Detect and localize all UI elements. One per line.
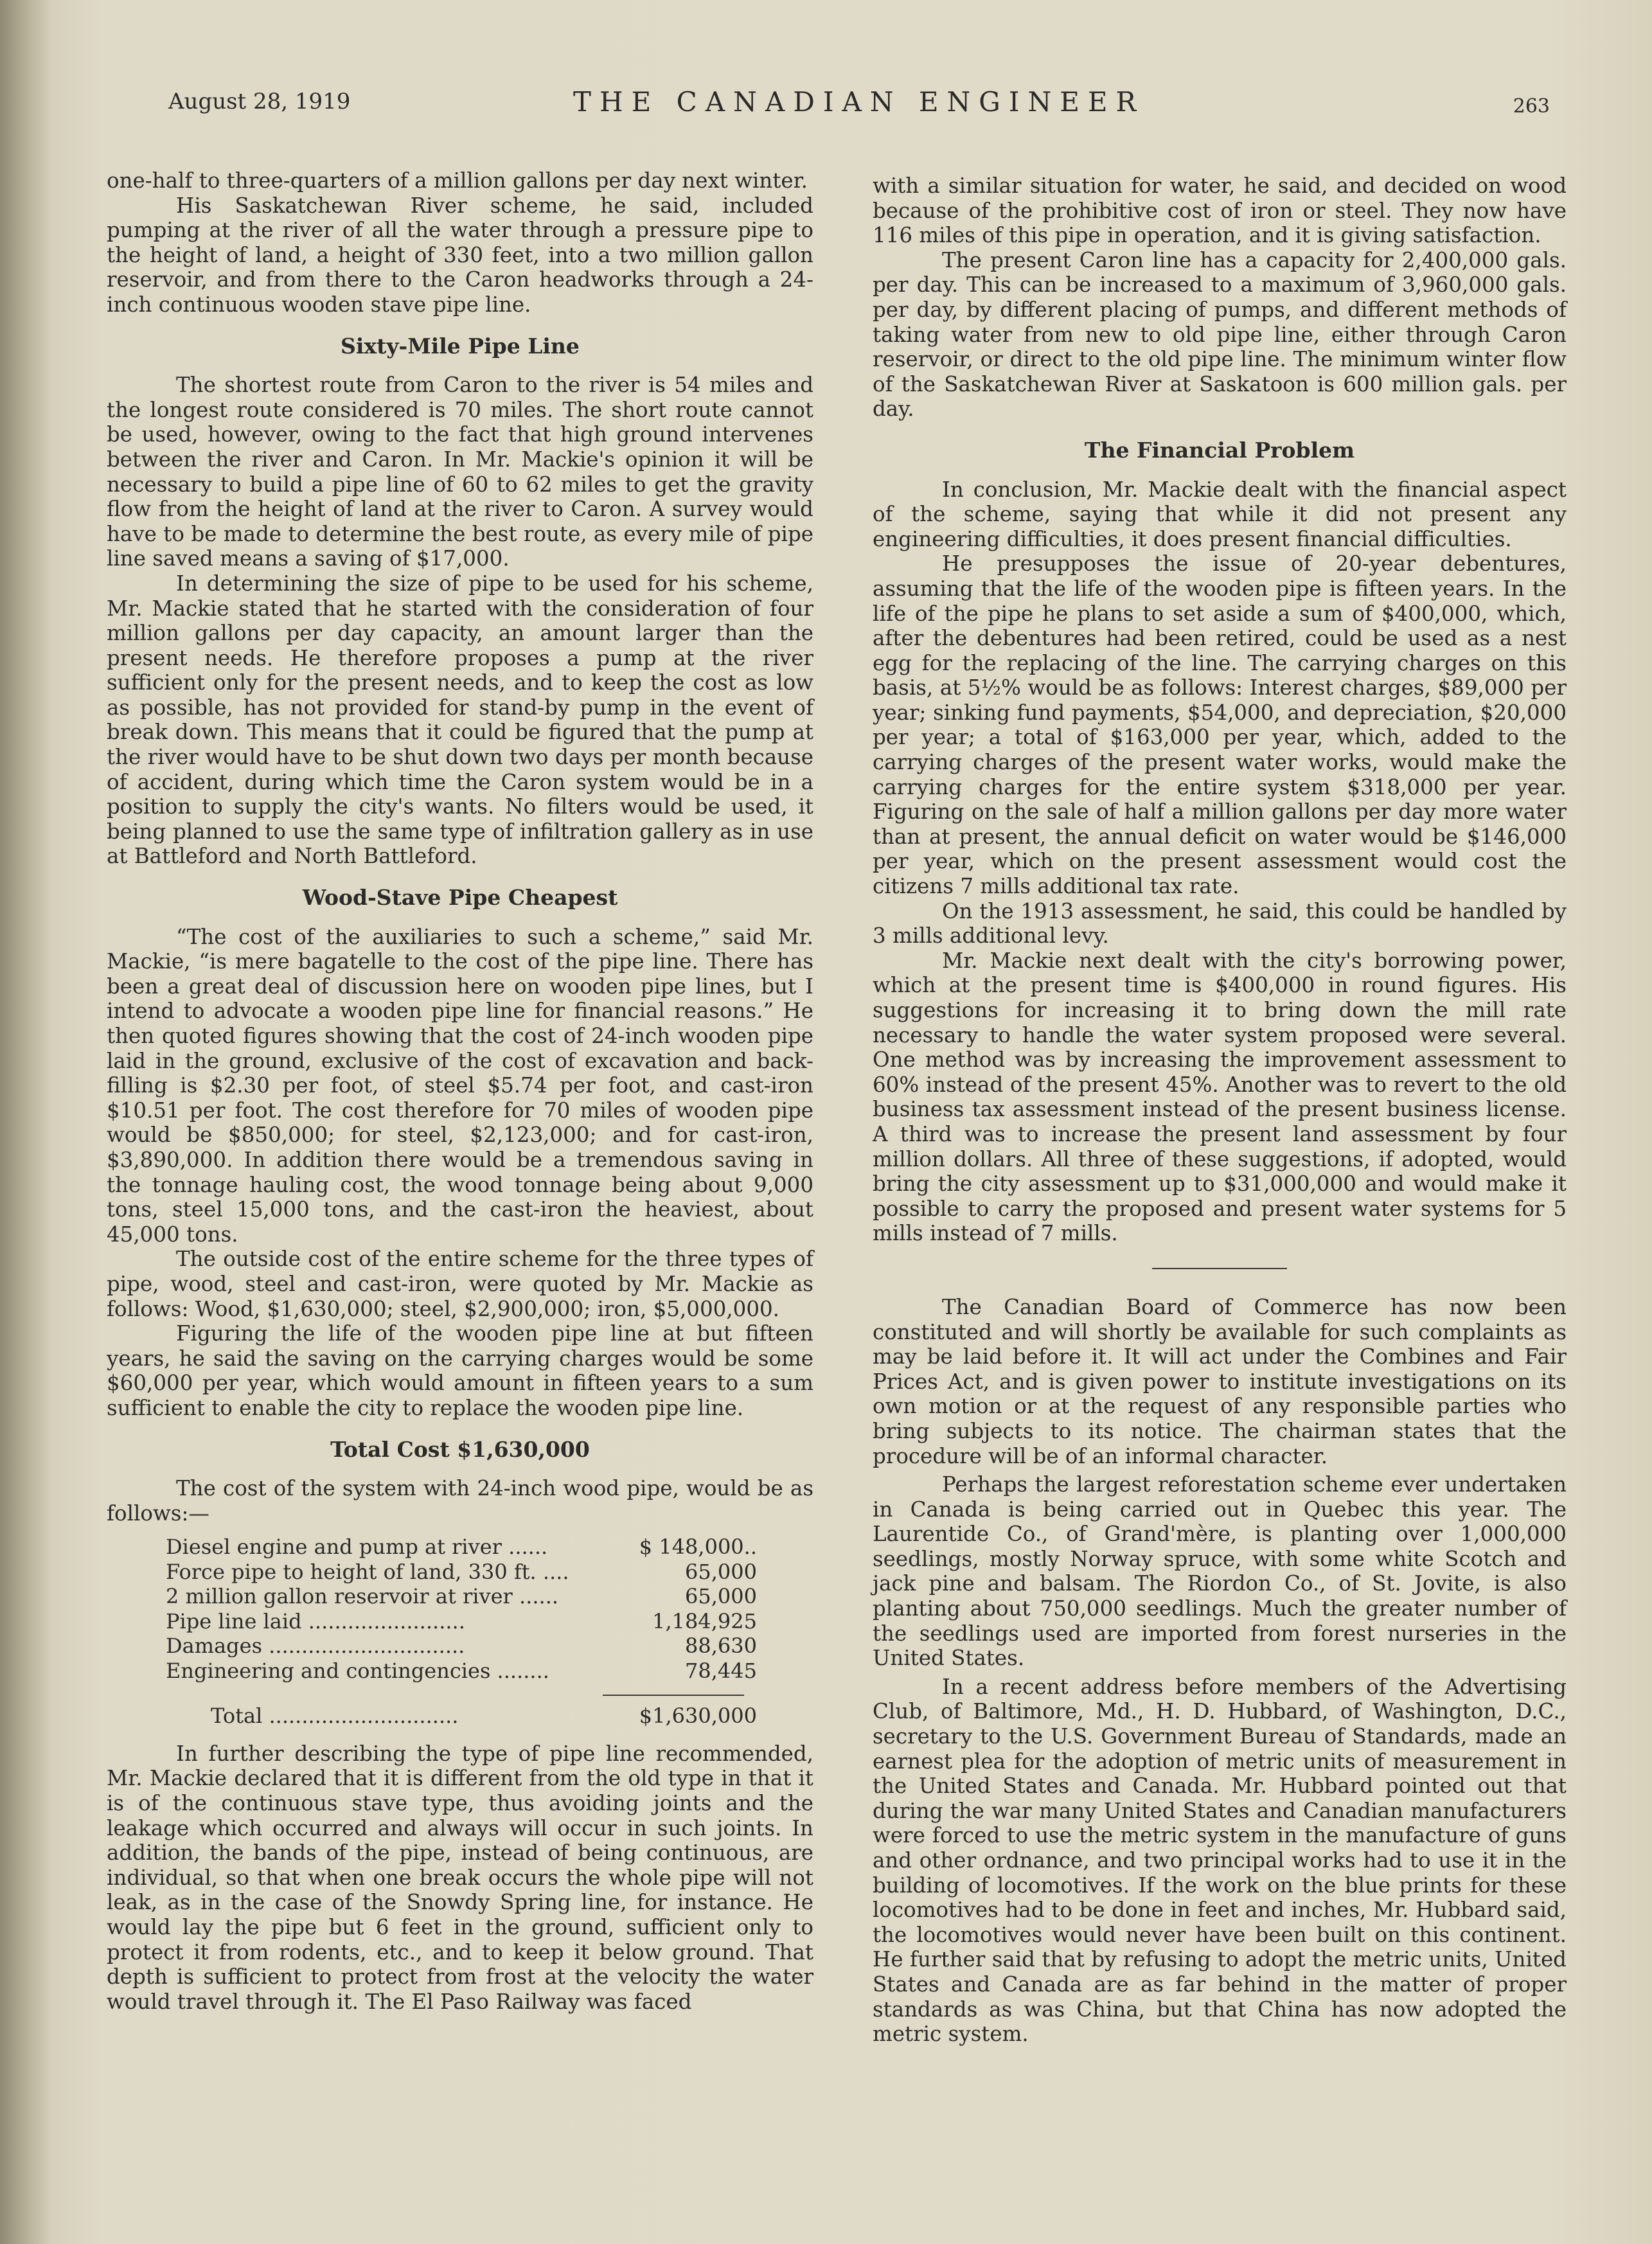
section-divider	[1152, 1268, 1287, 1269]
cost-label: Diesel engine and pump at river ......	[166, 1535, 548, 1560]
cost-amount: $ 148,000..	[639, 1535, 757, 1560]
section-heading: Wood-Stave Pipe Cheapest	[302, 885, 618, 911]
paragraph: with a similar situation for water, he said, and decided on wood because of the prohibitive cost of iron or steel. They now have 116 miles of this pipe in operation, and it is giving satisfaction.	[873, 174, 1567, 248]
cost-row	[166, 1584, 757, 1609]
cost-row	[166, 1659, 757, 1684]
paragraph: The shortest route from Caron to the river is 54 miles and the longest route considered is 70 miles. The short route cannot be used, however, owing to the fact that high ground intervenes between the river and Caron. In Mr. Mackie's opinion it will be necessary to build a pipe line of 60 to 62 miles to get the gravity flow from the height of land at the river to Caron. A survey would have to be made to determine the best route, as every mile of pipe line saved means a saving of $17,000.	[107, 373, 813, 571]
binding-shadow	[0, 0, 51, 2244]
issue-date: August 28, 1919	[168, 89, 351, 114]
cost-label: Damages ..............................	[166, 1634, 465, 1659]
total-label: Total .............................	[211, 1704, 459, 1729]
running-header	[168, 86, 1550, 134]
paragraph: In conclusion, Mr. Mackie dealt with the financial aspect of the scheme, saying that while it did not present any engineering difficulties, it does present financial difficulties.	[873, 477, 1567, 551]
cost-row	[166, 1634, 757, 1659]
section-heading: Sixty-Mile Pipe Line	[341, 333, 580, 359]
cost-label: 2 million gallon reservoir at river ......	[166, 1584, 559, 1609]
cost-label: Engineering and contingencies ........	[166, 1658, 549, 1683]
section-heading: The Financial Problem	[1084, 437, 1355, 463]
paragraph: In a recent address before members of the Advertising Club, of Baltimore, Md., H. D. Hubbard, of Washington, D.C., secretary to the U.S. Government Bureau of Standards, made an earnest plea for the adoption of metric units of measurement in the United States and Canada. Mr. Hubbard pointed out that during the war many United States and Canadian manufacturers were forced to use the metric system in the manufacture of guns and other ordnance, and two principal works had to use it in the building of locomotives. If the work on the blue prints for these locomotives had to be done in feet and inches, Mr. Hubbard said, the locomotives would never have been built on this continent. He further said that by refusing to adopt the metric units, United States and Canada are as far behind in the matter of proper standards as was China, but that China has now adopted the metric system.	[873, 1674, 1567, 2047]
section-heading: Total Cost $1,630,000	[330, 1436, 590, 1462]
paragraph: On the 1913 assessment, he said, this could be handled by 3 mills additional levy.	[873, 898, 1567, 948]
left-column	[107, 168, 813, 2014]
paragraph: Mr. Mackie next dealt with the city's borrowing power, which at the present time is $400,000 in round figures. His suggestions for increasing it to bring down the mill rate necessary to handle the water system proposed were several. One method was by increasing the improvement assessment to 60% instead of the present 45%. Another was to revert to the old business tax assessment instead of the present business license. A third was to increase the present land assessment by four million dollars. All three of these suggestions, if adopted, would bring the city assessment up to $31,000,000 and would make it possible to carry the proposed and present water systems for 5 mills instead of 7 mills.	[873, 948, 1567, 1246]
page-number: 263	[1513, 95, 1550, 118]
cost-row	[166, 1560, 757, 1585]
right-column	[873, 174, 1567, 2047]
paragraph: one-half to three-quarters of a million gallons per day next winter.	[107, 168, 808, 193]
cost-amount: 65,000	[685, 1559, 757, 1584]
cost-amount: 1,184,925	[652, 1608, 757, 1634]
paragraph: The Canadian Board of Commerce has now been constituted and will shortly be available for such complaints as may be laid before it. It will act under the Combines and Fair Prices Act, and is given power to institute investigations on its own motion or at the request of any responsible parties who bring subjects to its notice. The chairman states that the procedure will be of an informal character.	[873, 1294, 1567, 1468]
cost-amount: 88,630	[685, 1634, 757, 1659]
paragraph: In further describing the type of pipe line recommended, Mr. Mackie declared that it is different from the old type in that it is of the continuous stave type, thus avoiding joints and the leakage which occurred and always will occur in such joints. In addition, the bands of the pipe, instead of being continuous, are individual, so that when one break occurs the whole pipe will not leak, as in the case of the Snowdy Spring line, for instance. He would lay the pipe but 6 feet in the ground, sufficient only to protect it from rodents, etc., and to keep it below ground. That depth is sufficient to protect from frost at the velocity the water would travel through it. The El Paso Railway was faced	[107, 1741, 813, 2014]
total-row	[211, 1704, 757, 1729]
cost-row	[166, 1609, 757, 1634]
paragraph: In determining the size of pipe to be used for his scheme, Mr. Mackie stated that he started with the consideration of four million gallons per day capacity, an amount larger than the present needs. He therefore proposes a pump at the river sufficient only for the present needs, and to keep the cost as low as possible, has not provided for stand-by pump in the event of break down. This means that it could be figured that the pump at the river would have to be shut down two days per month because of accident, during which time the Caron system would be in a position to supply the city's wants. No filters would be used, it being planned to use the same type of infiltration gallery as in use at Battleford and North Battleford.	[107, 571, 813, 869]
paragraph: The outside cost of the entire scheme for the three types of pipe, wood, steel and cast-iron, were quoted by Mr. Mackie as follows: Wood, $1,630,000; steel, $2,900,000; iron, $5,000,000.	[107, 1247, 813, 1321]
cost-table	[166, 1535, 757, 1729]
cost-amount: 78,445	[685, 1658, 757, 1683]
paragraph: He presupposes the issue of 20-year debentures, assuming that the life of the wooden pipe is fifteen years. In the life of the pipe he plans to set aside a sum of $400,000, which, after the debentures had been retired, could be used as a nest egg for the replacing of the line. The carrying charges on this basis, at 5½% would be as follows: Interest charges, $89,000 per year; sinking fund payments, $54,000, and depreciation, $20,000 per year; a total of $163,000 per year, which, added to the carrying charges of the present water works, would make the carrying charges for the entire system $318,000 per year. Figuring on the sale of half a million gallons per day more water than at present, the annual deficit on water would be $146,000 per year, which on the present assessment would cost the citizens 7 mills additional tax rate.	[873, 551, 1567, 899]
paragraph: Figuring the life of the wooden pipe line at but fifteen years, he said the saving on the carrying charges would be some $60,000 per year, which would amount in fifteen years to a sum sufficient to enable the city to replace the wooden pipe line.	[107, 1321, 813, 1420]
paragraph: “The cost of the auxiliaries to such a scheme,” said Mr. Mackie, “is mere bagatelle to the cost of the pipe line. There has been a great deal of discussion here on wooden pipe lines, but I intend to advocate a wooden pipe line for financial reasons.” He then quoted figures showing that the cost of 24-inch wooden pipe laid in the ground, exclusive of the cost of excavation and back-filling is $2.30 per foot, of steel $5.74 per foot, and cast-iron $10.51 per foot. The cost therefore for 70 miles of wooden pipe would be $850,000; for steel, $2,123,000; and for cast-iron, $3,890,000. In addition there would be a tremendous saving in the tonnage hauling cost, the wood tonnage being about 9,000 tons, steel 15,000 tons, and the cast-iron the heaviest, about 45,000 tons.	[107, 924, 813, 1247]
cost-row	[166, 1535, 757, 1560]
paragraph: His Saskatchewan River scheme, he said, included pumping at the river of all the water through a pressure pipe to the height of land, a height of 330 feet, into a two million gallon reservoir, and from there to the Caron headworks through a 24-inch continuous wooden stave pipe line.	[107, 193, 813, 317]
cost-label: Pipe line laid ........................	[166, 1608, 465, 1634]
total-amount: $1,630,000	[639, 1704, 757, 1729]
paragraph: The present Caron line has a capacity for 2,400,000 gals. per day. This can be increased to a maximum of 3,960,000 gals. per day, by different placing of pumps, and different methods of taking water from new to old pipe line, either through Caron reservoir, or direct to the old pipe line. The minimum winter flow of the Saskatchewan River at Saskatoon is 600 million gals. per day.	[873, 247, 1567, 422]
journal-title: THE CANADIAN ENGINEER	[573, 86, 1145, 118]
cost-label: Force pipe to height of land, 330 ft. ....	[166, 1559, 569, 1584]
paragraph: Perhaps the largest reforestation scheme ever undertaken in Canada is being carried out in Quebec this year. The Laurentide Co., of Grand'mère, is planting over 1,000,000 seedlings, mostly Norway spruce, with some white Scotch and jack pine and balsam. The Riordon Co., of St. Jovite, is also planting about 750,000 seedlings. Much the greater number of the seedlings used are imported from forest nurseries in the United States.	[873, 1472, 1567, 1671]
sum-rule	[603, 1695, 744, 1696]
paragraph: The cost of the system with 24-inch wood pipe, would be as follows:—	[107, 1476, 813, 1526]
cost-amount: 65,000	[685, 1584, 757, 1609]
